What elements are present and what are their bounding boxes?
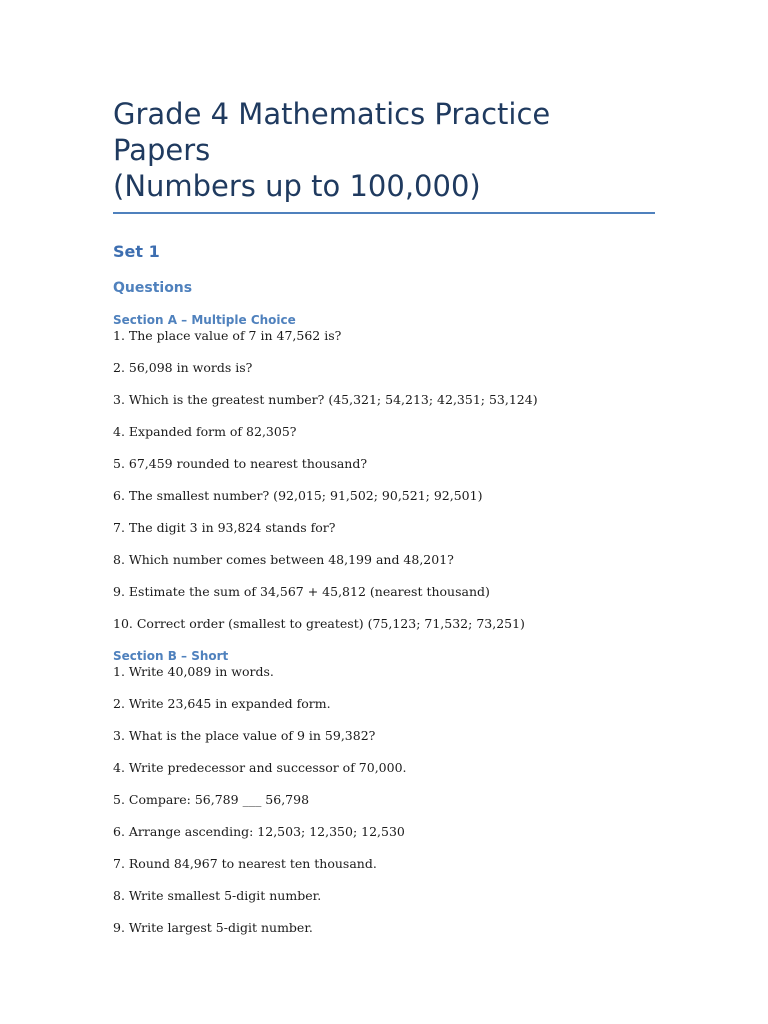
question-item: 9. Estimate the sum of 34,567 + 45,812 (nearest thousand) <box>113 584 490 599</box>
question-item: 7. The digit 3 in 93,824 stands for? <box>113 520 336 535</box>
set-heading: Set 1 <box>113 242 160 261</box>
question-item: 1. Write 40,089 in words. <box>113 664 274 679</box>
title-line-2: (Numbers up to 100,000) <box>113 169 481 203</box>
question-item: 2. 56,098 in words is? <box>113 360 253 375</box>
question-item: 3. Which is the greatest number? (45,321; 54,213; 42,351; 53,124) <box>113 392 538 407</box>
question-item: 5. Compare: 56,789 ___ 56,798 <box>113 792 310 807</box>
section-a-heading: Section A – Multiple Choice <box>113 313 296 327</box>
question-item: 4. Expanded form of 82,305? <box>113 424 297 439</box>
question-item: 10. Correct order (smallest to greatest) (75,123; 71,532; 73,251) <box>113 616 525 631</box>
question-item: 3. What is the place value of 9 in 59,382? <box>113 728 376 743</box>
section-b-heading: Section B – Short <box>113 649 229 663</box>
section-b-question-list <box>113 664 655 936</box>
question-item: 6. The smallest number? (92,015; 91,502; 90,521; 92,501) <box>113 488 483 503</box>
question-item: 1. The place value of 7 in 47,562 is? <box>113 328 342 343</box>
question-item: 7. Round 84,967 to nearest ten thousand. <box>113 856 377 871</box>
question-item: 4. Write predecessor and successor of 70,000. <box>113 760 407 775</box>
question-item: 6. Arrange ascending: 12,503; 12,350; 12,530 <box>113 824 405 839</box>
document-title <box>113 96 655 214</box>
question-item: 5. 67,459 rounded to nearest thousand? <box>113 456 368 471</box>
section-a <box>113 312 655 632</box>
section-a-question-list <box>113 328 655 632</box>
question-item: 2. Write 23,645 in expanded form. <box>113 696 331 711</box>
document-page <box>113 96 655 952</box>
questions-heading: Questions <box>113 280 193 296</box>
question-item: 8. Which number comes between 48,199 and 48,201? <box>113 552 454 567</box>
title-line-1: Grade 4 Mathematics Practice Papers <box>113 97 551 167</box>
question-item: 8. Write smallest 5-digit number. <box>113 888 322 903</box>
section-b <box>113 648 655 936</box>
question-item: 9. Write largest 5-digit number. <box>113 920 313 935</box>
